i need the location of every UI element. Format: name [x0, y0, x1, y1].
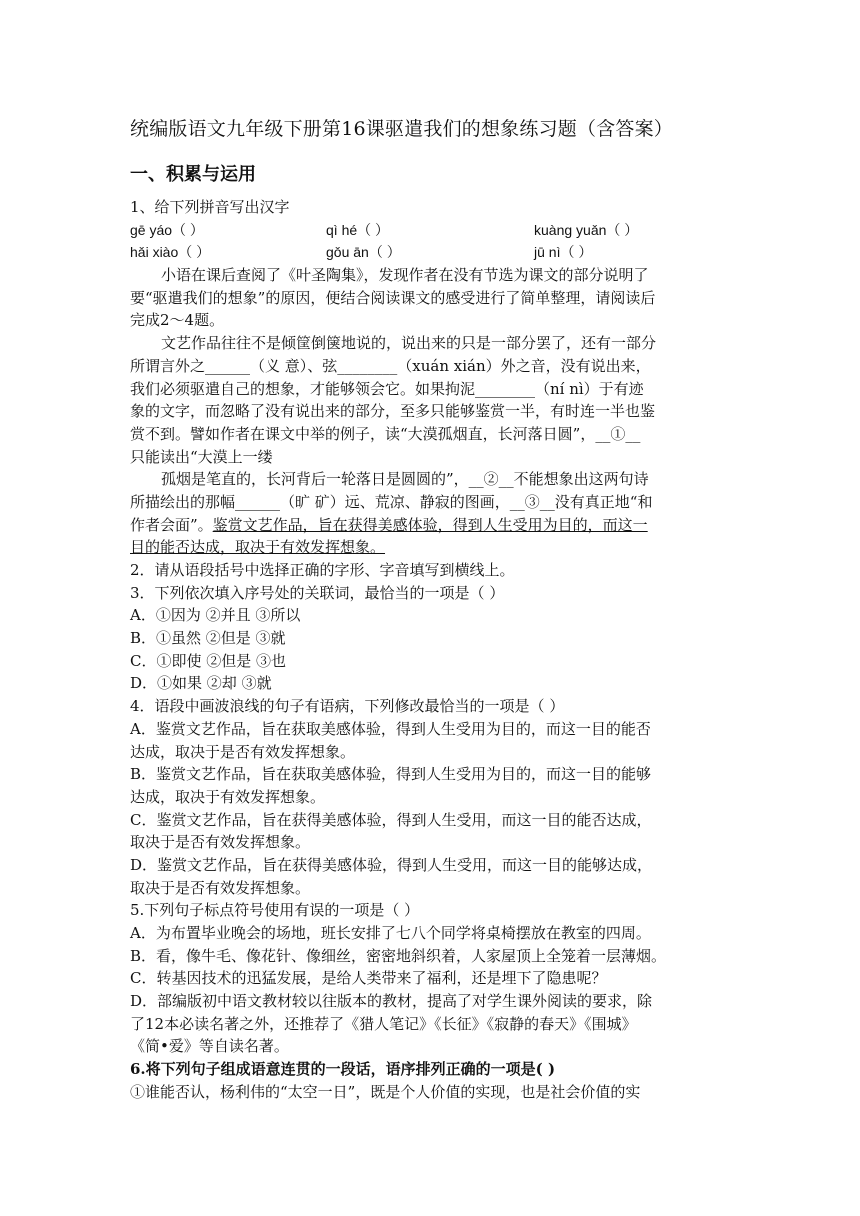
option-line: C．鉴赏文艺作品，旨在获得美感体验，得到人生受用，而这一目的能否达成， — [130, 810, 652, 829]
option-line: C．转基因技术的迅猛发展，是给人类带来了福利，还是埋下了隐患呢？ — [130, 969, 607, 988]
option-line: B．①虽然 ②但是 ③就 — [130, 629, 286, 648]
option-line: D．部编版初中语文教材较以往版本的教材，提高了对学生课外阅读的要求，除 — [130, 992, 653, 1011]
passage-line: 孤烟是笔直的，长河背后一轮落日是圆圆的”，__②__不能想象出这两句诗 — [161, 470, 649, 489]
pinyin-item: gē yáo（ ） — [130, 221, 204, 238]
option-line: A．①因为 ②并且 ③所以 — [130, 606, 301, 625]
question-line: 6.将下列句子组成语意连贯的一段话，语序排列正确的一项是( ) — [130, 1060, 556, 1079]
pinyin-item: jū nì（ ） — [534, 244, 593, 261]
passage-line: 象的文字，而忽略了没有说出来的部分，至多只能够鉴赏一半，有时连一半也鉴 — [130, 402, 656, 421]
option-line: ①谁能否认，杨利伟的“太空一日”，既是个人价值的实现，也是社会价值的实 — [130, 1082, 641, 1101]
intro-line: 小语在课后查阅了《叶圣陶集》，发现作者在没有节选为课文的部分说明了 — [161, 266, 649, 285]
option-line: 达成，取决于是否有效发挥想象。 — [130, 742, 356, 761]
wavy-underlined-sentence: 鉴赏文艺作品，旨在获得美感体验，得到人生受用为目的，而这一 — [212, 515, 648, 534]
option-line: 达成，取决于有效发挥想象。 — [130, 787, 326, 806]
passage-line-wavy: 作者会面”。鉴赏文艺作品，旨在获得美感体验，得到人生受用为目的，而这一 — [130, 515, 648, 534]
question-1-stem: 1、给下列拼音写出汉字 — [130, 198, 290, 216]
option-line: 了12本必读名著之外，还推荐了《猎人笔记》《长征》《寂静的春天》《围城》 — [130, 1014, 637, 1033]
pinyin-item: hǎi xiào（ ） — [130, 244, 211, 261]
document-body — [130, 196, 730, 1104]
passage-line: 赏不到。譬如作者在课文中举的例子，读“大漠孤烟直，长河落日圆”，__①__ — [130, 424, 641, 443]
option-line: D．①如果 ②却 ③就 — [130, 674, 272, 693]
intro-line: 完成2～4题。 — [130, 311, 225, 330]
passage-line: 文艺作品往往不是倾筐倒箧地说的，说出来的只是一部分罢了，还有一部分 — [161, 334, 657, 353]
question-line: 2．请从语段括号中选择正确的字形、字音填写到横线上。 — [130, 561, 515, 579]
pinyin-row-2 — [130, 241, 730, 264]
section-heading: 一、积累与运用 — [130, 164, 256, 185]
pinyin-item: gǒu ān（ ） — [326, 244, 401, 261]
option-line: B．看，像牛毛、像花针、像细丝，密密地斜织着，人家屋顶上全笼着一层薄烟。 — [130, 946, 667, 965]
question-line: 5.下列句子标点符号使用有误的一项是（ ） — [130, 901, 420, 920]
option-line: 《简•爱》等自读名著。 — [130, 1037, 289, 1056]
option-line: A．鉴赏文艺作品，旨在获取美感体验，得到人生受用为目的，而这一目的能否 — [130, 719, 651, 738]
question-line: 4．语段中画波浪线的句子有语病，下列修改最恰当的一项是（ ） — [130, 697, 565, 716]
option-line: D．鉴赏文艺作品，旨在获得美感体验，得到人生受用，而这一目的能够达成， — [130, 855, 653, 874]
passage-line: 只能读出“大漠上一缕 — [130, 447, 273, 466]
option-line: 取决于是否有效发挥想象。 — [130, 878, 311, 897]
option-line: C．①即使 ②但是 ③也 — [130, 651, 287, 670]
pinyin-item: qì hé（ ） — [326, 221, 390, 238]
passage-line: 我们必须驱遣自己的想象，才能够领会它。如果拘泥________（ní nì）于有迹 — [130, 379, 644, 398]
passage-line: 所谓言外之______（义 意）、弦________（xuán xián）外之音，没有说出来， — [130, 356, 651, 375]
intro-line: 要“驱遣我们的想象”的原因，便结合阅读课文的感受进行了简单整理，请阅读后 — [130, 288, 656, 307]
pinyin-row-1 — [130, 219, 730, 242]
option-line: 取决于是否有效发挥想象。 — [130, 833, 311, 852]
option-line: A．为布置毕业晚会的场地，班长安排了七八个同学将桌椅摆放在教室的四周。 — [130, 924, 651, 942]
passage-line: 所描绘出的那幅______（旷 矿）远、荒凉、静寂的图画，__③__没有真正地“和 — [130, 492, 653, 511]
question-line: 3．下列依次填入序号处的关联词，最恰当的一项是（ ） — [130, 583, 505, 602]
option-line: B．鉴赏文艺作品，旨在获取美感体验，得到人生受用为目的，而这一目的能够 — [130, 765, 652, 784]
pinyin-item: kuàng yuǎn（ ） — [534, 221, 639, 238]
page-title: 统编版语文九年级下册第16课驱遣我们的想象练习题（含答案） — [130, 118, 673, 140]
passage-line-wavy: 目的能否达成，取决于有效发挥想象。 — [130, 538, 386, 557]
